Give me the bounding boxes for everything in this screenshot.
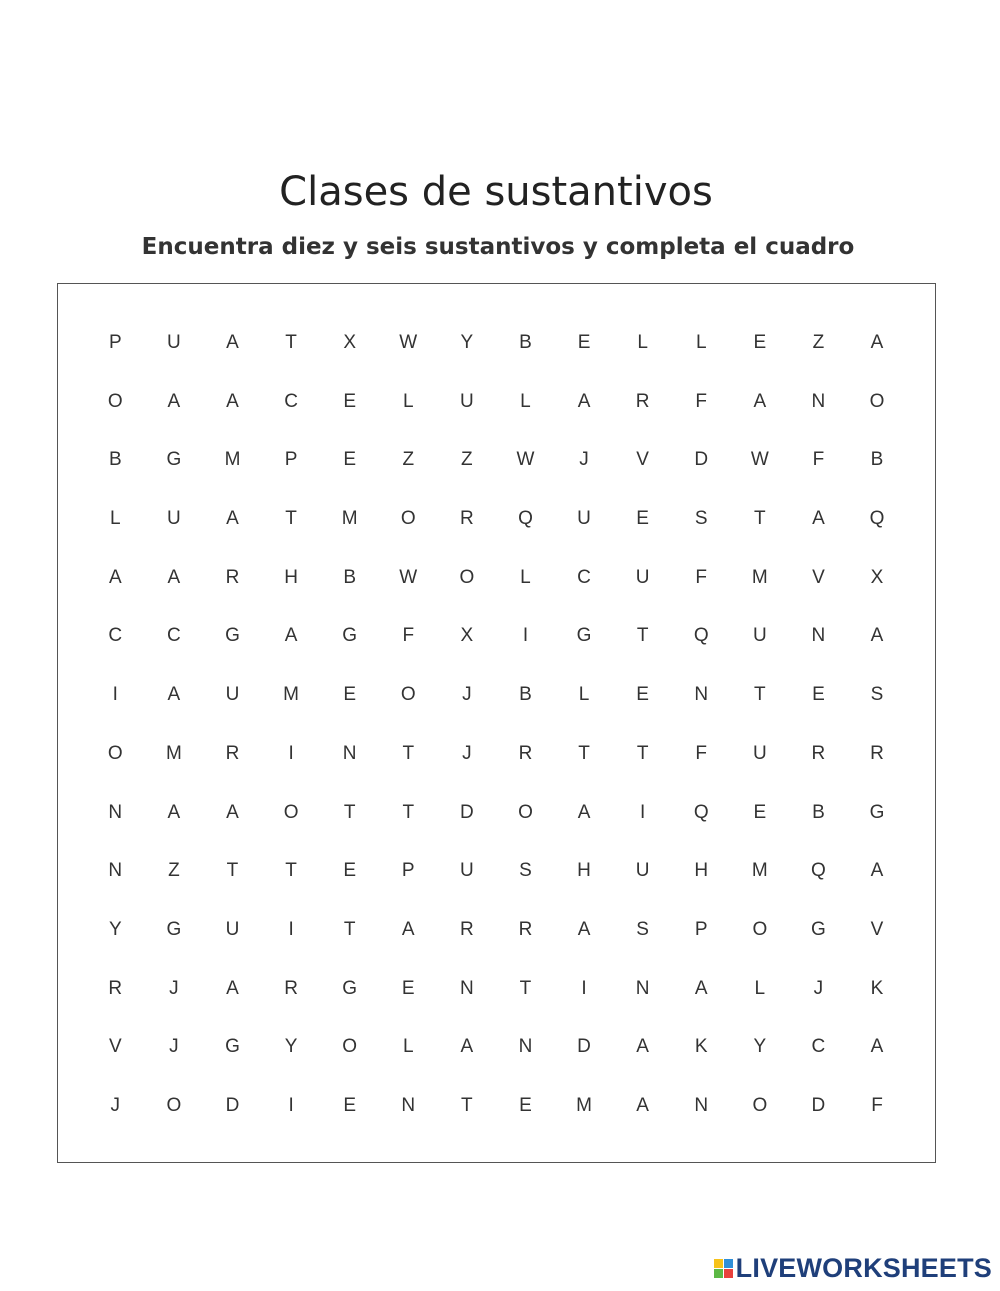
letter-cell[interactable]: E	[812, 684, 825, 706]
letter-cell[interactable]: N	[108, 801, 123, 823]
letter-cell[interactable]: A	[577, 918, 591, 940]
letter-cell[interactable]: Z	[402, 449, 415, 471]
letter-cell[interactable]: C	[108, 625, 123, 647]
letter-cell[interactable]: J	[169, 1036, 179, 1058]
letter-cell[interactable]: N	[635, 977, 650, 999]
logo-square-red	[724, 1269, 733, 1278]
liveworksheets-logo	[714, 1252, 992, 1284]
letter-cell[interactable]: H	[577, 860, 591, 882]
letter-cell[interactable]: Z	[461, 449, 473, 471]
letter-cell[interactable]: E	[343, 860, 357, 882]
letter-cell[interactable]: V	[812, 566, 825, 588]
letter-cell[interactable]: O	[518, 801, 533, 823]
letter-cell[interactable]: M	[224, 449, 241, 471]
letter-cell[interactable]: N	[108, 860, 123, 882]
letter-cell[interactable]: O	[342, 1036, 358, 1058]
letter-cell[interactable]: O	[752, 1094, 768, 1116]
letter-cell[interactable]: J	[110, 1094, 121, 1116]
letter-cell[interactable]: I	[522, 625, 529, 647]
letter-cell[interactable]: E	[343, 684, 357, 706]
letter-cell[interactable]: W	[516, 449, 535, 471]
letter-cell[interactable]: L	[578, 684, 590, 706]
letter-cell[interactable]: O	[283, 801, 299, 823]
letter-cell[interactable]: Z	[812, 332, 825, 353]
letter-cell[interactable]: A	[226, 977, 239, 999]
letter-cell[interactable]: D	[811, 1094, 826, 1116]
letter-cell[interactable]: T	[402, 742, 415, 764]
letter-cell[interactable]: C	[577, 566, 591, 588]
letter-cell[interactable]: A	[577, 390, 591, 412]
letter-cell[interactable]: G	[811, 918, 826, 940]
letter-cell[interactable]: A	[226, 801, 239, 823]
letter-cell[interactable]: H	[694, 860, 709, 882]
letter-cell[interactable]: L	[754, 977, 766, 999]
letter-cell[interactable]: E	[401, 977, 415, 999]
letter-cell[interactable]: U	[635, 860, 650, 882]
letter-cell[interactable]: I	[288, 1094, 294, 1116]
letter-cell[interactable]: X	[870, 566, 884, 588]
letter-cell[interactable]: L	[402, 1036, 414, 1058]
liveworksheets-logo-icon	[714, 1259, 733, 1278]
letter-cell[interactable]: D	[577, 1036, 591, 1058]
letter-cell[interactable]: E	[753, 332, 767, 353]
letter-cell[interactable]: E	[636, 508, 649, 530]
letter-cell[interactable]: T	[636, 742, 649, 764]
letter-cell[interactable]: U	[459, 390, 474, 412]
letter-cell[interactable]: I	[640, 801, 646, 823]
letter-cell[interactable]: M	[751, 566, 768, 588]
letter-cell[interactable]: J	[462, 742, 472, 764]
letter-cell[interactable]: D	[459, 801, 474, 823]
letter-cell[interactable]: G	[166, 918, 182, 940]
letter-cell[interactable]: K	[870, 977, 884, 999]
letter-cell[interactable]: Q	[869, 508, 885, 530]
letter-cell[interactable]: B	[812, 801, 825, 823]
letter-cell[interactable]: R	[459, 508, 474, 530]
letter-cell[interactable]: M	[341, 508, 358, 530]
letter-cell[interactable]: T	[754, 508, 766, 530]
letter-cell[interactable]: A	[167, 390, 181, 412]
letter-cell[interactable]: E	[753, 801, 767, 823]
letter-cell[interactable]: A	[401, 918, 415, 940]
letter-cell[interactable]: J	[462, 684, 472, 706]
letter-cell[interactable]: A	[694, 977, 708, 999]
letter-cell[interactable]: T	[636, 625, 649, 647]
letter-cell[interactable]: T	[343, 918, 356, 940]
letter-cell[interactable]: A	[226, 332, 239, 353]
letter-cell[interactable]: Q	[811, 860, 826, 882]
letter-cell[interactable]: F	[812, 449, 825, 471]
letter-cell[interactable]: C	[167, 625, 181, 647]
letter-cell[interactable]: O	[400, 684, 416, 706]
letter-cell[interactable]: N	[459, 977, 474, 999]
letter-cell[interactable]: W	[399, 566, 418, 588]
letter-cell[interactable]: K	[694, 1036, 708, 1058]
letter-cell[interactable]: A	[870, 1036, 884, 1058]
letter-cell[interactable]: L	[402, 390, 414, 412]
logo-square-blue	[724, 1259, 733, 1268]
letter-cell[interactable]: V	[870, 918, 884, 940]
letter-cell[interactable]: N	[694, 1094, 709, 1116]
letter-cell[interactable]: D	[694, 449, 709, 471]
letter-cell[interactable]: E	[343, 449, 357, 471]
letter-cell[interactable]: N	[811, 390, 826, 412]
letter-cell[interactable]: A	[870, 625, 884, 647]
letter-cell[interactable]: M	[576, 1094, 592, 1116]
logo-text: LIVEWORKSHEETS	[735, 1252, 992, 1283]
letter-cell[interactable]: E	[343, 1094, 357, 1116]
letter-cell[interactable]: Q	[518, 508, 533, 530]
letter-cell[interactable]: F	[695, 742, 708, 764]
letter-cell[interactable]: U	[752, 625, 767, 647]
letter-cell[interactable]: T	[754, 684, 766, 706]
letter-cell[interactable]: C	[284, 390, 298, 412]
letter-cell[interactable]: E	[577, 332, 591, 353]
letter-cell[interactable]: S	[870, 684, 884, 706]
word-search-frame	[57, 283, 936, 1163]
letter-cell[interactable]: I	[288, 918, 294, 940]
word-search-grid	[86, 314, 906, 1136]
letter-cell[interactable]: T	[285, 860, 297, 882]
letter-cell[interactable]: E	[636, 684, 649, 706]
letter-cell[interactable]: S	[636, 918, 649, 940]
logo-square-green	[714, 1269, 723, 1278]
letter-cell[interactable]: B	[519, 684, 532, 706]
letter-cell[interactable]: T	[285, 332, 297, 353]
letter-cell[interactable]: A	[167, 801, 181, 823]
letter-cell[interactable]: R	[284, 977, 298, 999]
letter-cell[interactable]: A	[167, 566, 181, 588]
letter-cell[interactable]: A	[636, 1036, 649, 1058]
letter-cell[interactable]: M	[283, 684, 299, 706]
letter-cell[interactable]: O	[107, 742, 123, 764]
letter-cell[interactable]: B	[519, 332, 532, 353]
letter-cell[interactable]: E	[519, 1094, 532, 1116]
letter-cell[interactable]: E	[343, 390, 357, 412]
letter-cell[interactable]: I	[581, 977, 587, 999]
letter-cell[interactable]: U	[577, 508, 591, 530]
letter-cell[interactable]: R	[225, 742, 240, 764]
letter-cell[interactable]: I	[288, 742, 294, 764]
letter-cell[interactable]: H	[284, 566, 298, 588]
letter-cell[interactable]: V	[108, 1036, 122, 1058]
letter-cell[interactable]: S	[519, 860, 532, 882]
letter-cell[interactable]: W	[750, 449, 769, 471]
letter-cell[interactable]: Y	[284, 1036, 298, 1058]
letter-cell[interactable]: R	[811, 742, 826, 764]
letter-cell[interactable]: T	[343, 801, 356, 823]
letter-cell[interactable]: R	[518, 742, 533, 764]
letter-cell[interactable]: A	[108, 566, 122, 588]
letter-cell[interactable]: T	[402, 801, 415, 823]
letter-cell[interactable]: L	[520, 566, 531, 588]
letter-cell[interactable]: P	[694, 918, 708, 940]
letter-cell[interactable]: M	[165, 742, 182, 764]
letter-cell[interactable]: S	[694, 508, 708, 530]
letter-cell[interactable]: Q	[693, 801, 709, 823]
letter-cell[interactable]: F	[695, 566, 708, 588]
letter-cell[interactable]: I	[112, 684, 118, 706]
letter-cell[interactable]: O	[400, 508, 416, 530]
letter-cell[interactable]: T	[578, 742, 590, 764]
letter-cell[interactable]: G	[869, 801, 885, 823]
letter-cell[interactable]: J	[169, 977, 179, 999]
letter-cell[interactable]: A	[812, 508, 825, 530]
letter-cell[interactable]: P	[108, 332, 122, 353]
letter-cell[interactable]: F	[402, 625, 415, 647]
letter-cell[interactable]: A	[226, 508, 239, 530]
letter-cell[interactable]: F	[871, 1094, 883, 1116]
letter-cell[interactable]: M	[751, 860, 768, 882]
letter-cell[interactable]: O	[869, 390, 885, 412]
letter-cell[interactable]: T	[285, 508, 297, 530]
letter-cell[interactable]: L	[695, 332, 707, 353]
letter-cell[interactable]: U	[635, 566, 650, 588]
letter-cell[interactable]: R	[518, 918, 533, 940]
letter-cell[interactable]: Z	[168, 860, 180, 882]
letter-cell[interactable]: Y	[108, 918, 122, 940]
letter-cell[interactable]: C	[811, 1036, 826, 1058]
letter-cell[interactable]: G	[166, 449, 182, 471]
letter-cell[interactable]: L	[110, 508, 121, 530]
letter-cell[interactable]: N	[811, 625, 826, 647]
letter-cell[interactable]: O	[752, 918, 768, 940]
letter-cell[interactable]: R	[635, 390, 650, 412]
letter-cell[interactable]: O	[107, 390, 123, 412]
worksheet-title: Clases de sustantivos	[279, 169, 713, 215]
letter-cell[interactable]: Y	[753, 1036, 767, 1058]
letter-cell[interactable]: A	[870, 860, 884, 882]
letter-cell[interactable]: J	[813, 977, 824, 999]
letter-cell[interactable]: R	[225, 566, 240, 588]
letter-cell[interactable]: T	[226, 860, 239, 882]
letter-cell[interactable]: X	[460, 625, 474, 647]
letter-cell[interactable]: V	[636, 449, 649, 471]
letter-cell[interactable]: Y	[460, 332, 474, 353]
letter-cell[interactable]: P	[284, 449, 298, 471]
letter-cell[interactable]: U	[752, 742, 767, 764]
letter-cell[interactable]: A	[284, 625, 298, 647]
logo-square-yellow	[714, 1259, 723, 1268]
letter-cell[interactable]: G	[576, 625, 592, 647]
letter-cell[interactable]: W	[399, 332, 418, 353]
letter-cell[interactable]: F	[695, 390, 708, 412]
letter-cell[interactable]: T	[519, 977, 532, 999]
letter-cell[interactable]: O	[459, 566, 475, 588]
letter-cell[interactable]: B	[108, 449, 122, 471]
letter-cell[interactable]: A	[226, 390, 239, 412]
letter-cell[interactable]: Q	[693, 625, 709, 647]
letter-cell[interactable]: G	[225, 1036, 240, 1058]
letter-cell[interactable]: G	[342, 977, 358, 999]
letter-cell[interactable]: O	[166, 1094, 182, 1116]
letter-cell[interactable]: A	[870, 332, 884, 353]
letter-cell[interactable]: A	[460, 1036, 474, 1058]
letter-cell[interactable]: R	[459, 918, 474, 940]
letter-cell[interactable]: A	[636, 1094, 649, 1116]
letter-cell[interactable]: N	[694, 684, 709, 706]
letter-cell[interactable]: X	[343, 332, 357, 353]
letter-cell[interactable]: A	[167, 684, 181, 706]
letter-cell[interactable]: A	[577, 801, 591, 823]
letter-cell[interactable]: L	[520, 390, 531, 412]
worksheet-instructions: Encuentra diez y seis sustantivos y completa el cuadro	[141, 234, 855, 260]
letter-cell[interactable]: L	[637, 332, 648, 353]
letter-cell[interactable]: G	[342, 625, 358, 647]
letter-cell[interactable]: N	[401, 1094, 416, 1116]
letter-cell[interactable]: R	[108, 977, 123, 999]
letter-cell[interactable]: U	[225, 918, 240, 940]
letter-cell[interactable]: R	[870, 742, 884, 764]
letter-cell[interactable]: N	[342, 742, 357, 764]
letter-cell[interactable]: U	[225, 684, 240, 706]
letter-cell[interactable]: P	[401, 860, 415, 882]
letter-cell[interactable]: U	[459, 860, 474, 882]
letter-cell[interactable]: B	[870, 449, 884, 471]
letter-cell[interactable]: N	[518, 1036, 533, 1058]
letter-cell[interactable]: T	[461, 1094, 473, 1116]
letter-cell[interactable]: B	[343, 566, 357, 588]
letter-cell[interactable]: G	[225, 625, 240, 647]
letter-cell[interactable]: D	[225, 1094, 240, 1116]
letter-cell[interactable]: U	[167, 332, 181, 353]
letter-cell[interactable]: U	[167, 508, 181, 530]
letter-cell[interactable]: A	[753, 390, 767, 412]
letter-cell[interactable]: J	[579, 449, 589, 471]
